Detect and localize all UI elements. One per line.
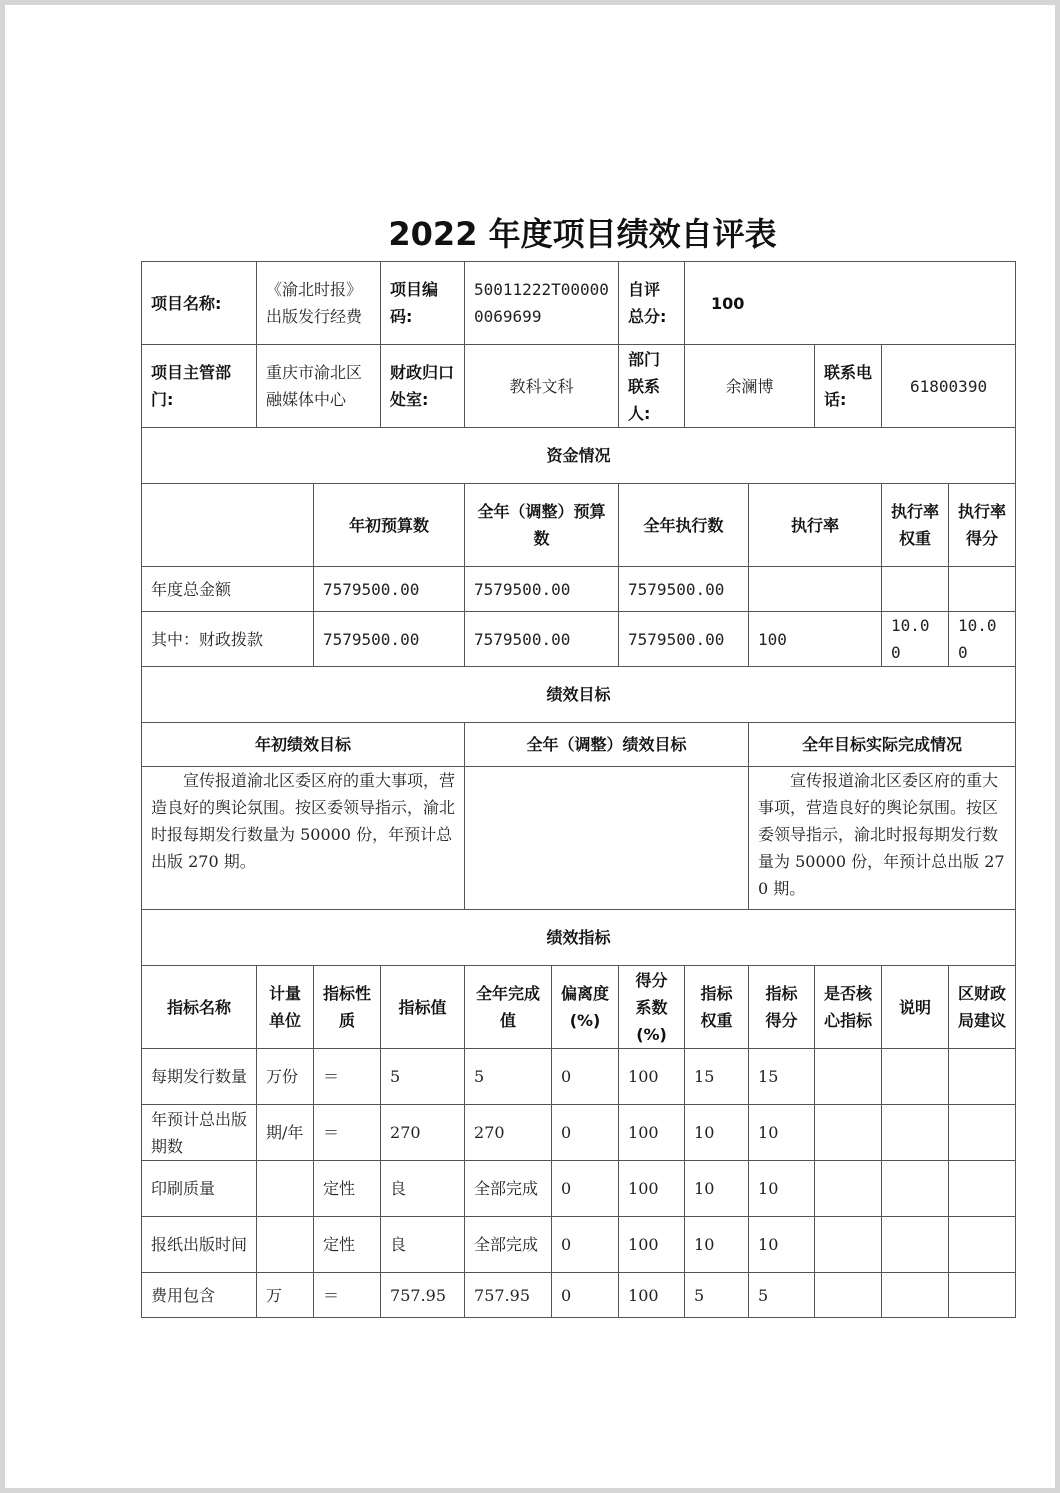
goals-col-actual: 全年目标实际完成情况 xyxy=(749,723,1016,767)
dept-label: 项目主管部门: xyxy=(142,345,257,428)
phone-value: 61800390 xyxy=(882,345,1016,428)
ind-name-cell: 每期发行数量 xyxy=(142,1049,257,1105)
funds-adjusted-cell: 7579500.00 xyxy=(465,567,619,612)
ind-unit-cell: 万 xyxy=(257,1273,314,1318)
ind-nature-cell: ＝ xyxy=(314,1049,381,1105)
ind-name-cell: 报纸出版时间 xyxy=(142,1217,257,1273)
goals-content-row xyxy=(142,767,1016,910)
funds-col-executed: 全年执行数 xyxy=(619,484,749,567)
header-row-1 xyxy=(142,262,1016,345)
finance-office-label: 财政归口处室: xyxy=(381,345,465,428)
project-code-value: 50011222T000000069699 xyxy=(465,262,619,345)
ind-nature-cell: 定性 xyxy=(314,1217,381,1273)
ind-dev-cell: 0 xyxy=(552,1161,619,1217)
ind-unit-cell: 期/年 xyxy=(257,1105,314,1161)
goals-section-row xyxy=(142,667,1016,723)
page-title: 2022 年度项目绩效自评表 xyxy=(388,215,777,253)
ind-nature-cell: ＝ xyxy=(314,1273,381,1318)
ind-core-cell xyxy=(815,1105,882,1161)
ind-coef-cell: 100 xyxy=(619,1105,685,1161)
ind-note-cell xyxy=(882,1161,949,1217)
ind-advice-cell xyxy=(949,1217,1016,1273)
ind-core-cell xyxy=(815,1273,882,1318)
funds-weight-cell: 10.00 xyxy=(882,612,949,667)
ind-name-cell: 费用包含 xyxy=(142,1273,257,1318)
goals-col-adjusted: 全年（调整）绩效目标 xyxy=(465,723,749,767)
funds-row-label: 年度总金额 xyxy=(142,567,314,612)
goals-header-row xyxy=(142,723,1016,767)
ind-done-cell: 全部完成 xyxy=(465,1161,552,1217)
ind-note-cell xyxy=(882,1273,949,1318)
funds-score-cell: 10.00 xyxy=(949,612,1016,667)
self-score-value: 100 xyxy=(685,262,1016,345)
ind-weight-cell: 5 xyxy=(685,1273,749,1318)
ind-dev-cell: 0 xyxy=(552,1217,619,1273)
ind-unit-cell xyxy=(257,1217,314,1273)
ind-col-nature: 指标性质 xyxy=(314,966,381,1049)
funds-executed-cell: 7579500.00 xyxy=(619,567,749,612)
self-score-label: 自评总分: xyxy=(619,262,685,345)
ind-col-unit: 计量单位 xyxy=(257,966,314,1049)
indicators-section-row xyxy=(142,910,1016,966)
ind-weight-cell: 15 xyxy=(685,1049,749,1105)
funds-score-cell xyxy=(949,567,1016,612)
ind-coef-cell: 100 xyxy=(619,1273,685,1318)
ind-score-cell: 15 xyxy=(749,1049,815,1105)
goals-actual-text: 宣传报道渝北区委区府的重大事项，营造良好的舆论氛围。按区委领导指示，渝北时报每期发行数量为 50000 份，年预计总出版 270 期。 xyxy=(749,767,1016,910)
ind-value-cell: 5 xyxy=(381,1049,465,1105)
ind-col-note: 说明 xyxy=(882,966,949,1049)
ind-score-cell: 10 xyxy=(749,1105,815,1161)
ind-weight-cell: 10 xyxy=(685,1161,749,1217)
ind-nature-cell: 定性 xyxy=(314,1161,381,1217)
goals-initial-text: 宣传报道渝北区委区府的重大事项，营造良好的舆论氛围。按区委领导指示，渝北时报每期发行数量为 50000 份，年预计总出版 270 期。 xyxy=(142,767,465,910)
evaluation-form-table xyxy=(141,261,1016,1318)
funds-section-row xyxy=(142,428,1016,484)
ind-col-advice: 区财政局建议 xyxy=(949,966,1016,1049)
ind-done-cell: 5 xyxy=(465,1049,552,1105)
funds-weight-cell xyxy=(882,567,949,612)
funds-row-label: 其中：财政拨款 xyxy=(142,612,314,667)
funds-rate-cell xyxy=(749,567,882,612)
ind-col-done: 全年完成值 xyxy=(465,966,552,1049)
funds-col-adjusted: 全年（调整）预算数 xyxy=(465,484,619,567)
ind-note-cell xyxy=(882,1217,949,1273)
table-row xyxy=(142,612,1016,667)
ind-nature-cell: ＝ xyxy=(314,1105,381,1161)
project-code-label: 项目编码: xyxy=(381,262,465,345)
ind-done-cell: 全部完成 xyxy=(465,1217,552,1273)
funds-col-score: 执行率得分 xyxy=(949,484,1016,567)
goals-adjusted-text xyxy=(465,767,749,910)
funds-header-row xyxy=(142,484,1016,567)
funds-executed-cell: 7579500.00 xyxy=(619,612,749,667)
funds-header-blank xyxy=(142,484,314,567)
ind-core-cell xyxy=(815,1161,882,1217)
ind-advice-cell xyxy=(949,1105,1016,1161)
ind-weight-cell: 10 xyxy=(685,1105,749,1161)
ind-note-cell xyxy=(882,1049,949,1105)
funds-rate-cell: 100 xyxy=(749,612,882,667)
ind-dev-cell: 0 xyxy=(552,1273,619,1318)
ind-value-cell: 良 xyxy=(381,1161,465,1217)
table-row xyxy=(142,1273,1016,1318)
indicators-header-row xyxy=(142,966,1016,1049)
ind-score-cell: 10 xyxy=(749,1161,815,1217)
ind-name-cell: 印刷质量 xyxy=(142,1161,257,1217)
ind-coef-cell: 100 xyxy=(619,1217,685,1273)
ind-core-cell xyxy=(815,1217,882,1273)
ind-col-name: 指标名称 xyxy=(142,966,257,1049)
ind-col-score: 指标得分 xyxy=(749,966,815,1049)
ind-col-deviation: 偏离度(%) xyxy=(552,966,619,1049)
phone-label: 联系电话: xyxy=(815,345,882,428)
ind-unit-cell: 万份 xyxy=(257,1049,314,1105)
finance-office-value: 教科文科 xyxy=(465,345,619,428)
ind-advice-cell xyxy=(949,1161,1016,1217)
goals-section-title: 绩效目标 xyxy=(142,667,1016,723)
ind-col-core: 是否核心指标 xyxy=(815,966,882,1049)
funds-adjusted-cell: 7579500.00 xyxy=(465,612,619,667)
document-page xyxy=(5,5,1055,1488)
funds-col-rate: 执行率 xyxy=(749,484,882,567)
ind-advice-cell xyxy=(949,1049,1016,1105)
ind-unit-cell xyxy=(257,1161,314,1217)
funds-initial-cell: 7579500.00 xyxy=(314,567,465,612)
goals-col-initial: 年初绩效目标 xyxy=(142,723,465,767)
ind-col-coefficient: 得分系数(%) xyxy=(619,966,685,1049)
ind-advice-cell xyxy=(949,1273,1016,1318)
table-row xyxy=(142,567,1016,612)
table-row xyxy=(142,1105,1016,1161)
ind-coef-cell: 100 xyxy=(619,1161,685,1217)
ind-coef-cell: 100 xyxy=(619,1049,685,1105)
ind-value-cell: 757.95 xyxy=(381,1273,465,1318)
ind-col-weight: 指标权重 xyxy=(685,966,749,1049)
funds-initial-cell: 7579500.00 xyxy=(314,612,465,667)
table-row xyxy=(142,1161,1016,1217)
ind-weight-cell: 10 xyxy=(685,1217,749,1273)
ind-done-cell: 270 xyxy=(465,1105,552,1161)
project-name-label: 项目名称: xyxy=(142,262,257,345)
table-row xyxy=(142,1217,1016,1273)
dept-value: 重庆市渝北区融媒体中心 xyxy=(257,345,381,428)
ind-dev-cell: 0 xyxy=(552,1049,619,1105)
header-row-2 xyxy=(142,345,1016,428)
table-row xyxy=(142,1049,1016,1105)
contact-value: 余澜博 xyxy=(685,345,815,428)
ind-dev-cell: 0 xyxy=(552,1105,619,1161)
funds-col-initial: 年初预算数 xyxy=(314,484,465,567)
project-name-value: 《渝北时报》出版发行经费 xyxy=(257,262,381,345)
ind-score-cell: 5 xyxy=(749,1273,815,1318)
ind-name-cell: 年预计总出版期数 xyxy=(142,1105,257,1161)
ind-col-value: 指标值 xyxy=(381,966,465,1049)
ind-value-cell: 良 xyxy=(381,1217,465,1273)
funds-section-title: 资金情况 xyxy=(142,428,1016,484)
indicators-section-title: 绩效指标 xyxy=(142,910,1016,966)
funds-col-weight: 执行率权重 xyxy=(882,484,949,567)
ind-done-cell: 757.95 xyxy=(465,1273,552,1318)
ind-note-cell xyxy=(882,1105,949,1161)
ind-value-cell: 270 xyxy=(381,1105,465,1161)
contact-label: 部门联系人: xyxy=(619,345,685,428)
ind-score-cell: 10 xyxy=(749,1217,815,1273)
ind-core-cell xyxy=(815,1049,882,1105)
